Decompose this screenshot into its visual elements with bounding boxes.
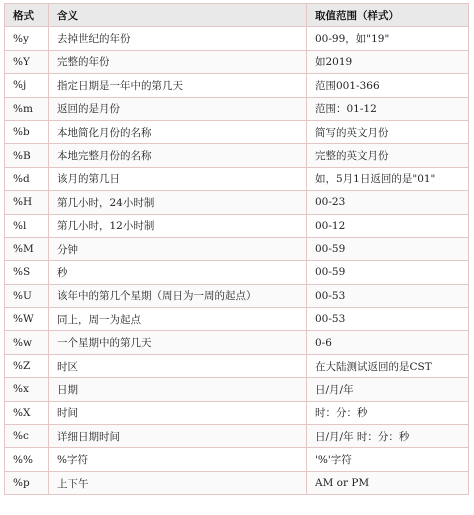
- values-cell: 在大陆测试返回的是CST: [307, 354, 469, 377]
- values-cell: 00-12: [307, 214, 469, 237]
- values-cell: 如，5月1日返回的是"01": [307, 167, 469, 190]
- meaning-cell: 分钟: [49, 237, 307, 260]
- table-row: [5, 214, 469, 237]
- format-cell: %S: [5, 261, 49, 284]
- meaning-cell: 日期: [49, 378, 307, 401]
- meaning-cell: 完整的年份: [49, 50, 307, 73]
- format-table-container: [4, 3, 468, 495]
- values-cell: 00-53: [307, 308, 469, 331]
- meaning-cell: 该月的第几日: [49, 167, 307, 190]
- format-cell: %H: [5, 191, 49, 214]
- values-cell: 范围001-366: [307, 74, 469, 97]
- meaning-cell: 本地简化月份的名称: [49, 120, 307, 143]
- format-cell: %W: [5, 308, 49, 331]
- meaning-cell: 本地完整月份的名称: [49, 144, 307, 167]
- meaning-cell: 第几小时，12小时制: [49, 214, 307, 237]
- table-row: [5, 74, 469, 97]
- meaning-cell: 同上，周一为起点: [49, 308, 307, 331]
- meaning-cell: 时间: [49, 401, 307, 424]
- table-row: [5, 27, 469, 50]
- date-format-table: [4, 3, 469, 495]
- values-cell: 范围：01-12: [307, 97, 469, 120]
- table-header: [5, 4, 469, 27]
- meaning-cell: 详细日期时间: [49, 425, 307, 448]
- values-cell: 完整的英文月份: [307, 144, 469, 167]
- values-cell: '%'字符: [307, 448, 469, 471]
- values-cell: 00-59: [307, 261, 469, 284]
- header-row: [5, 4, 469, 27]
- values-cell: 00-23: [307, 191, 469, 214]
- header-meaning: 含义: [49, 4, 307, 27]
- format-cell: %m: [5, 97, 49, 120]
- table-row: [5, 97, 469, 120]
- format-cell: %d: [5, 167, 49, 190]
- meaning-cell: 返回的是月份: [49, 97, 307, 120]
- table-row: [5, 331, 469, 354]
- format-cell: %M: [5, 237, 49, 260]
- meaning-cell: 指定日期是一年中的第几天: [49, 74, 307, 97]
- meaning-cell: 秒: [49, 261, 307, 284]
- meaning-cell: %字符: [49, 448, 307, 471]
- values-cell: 00-59: [307, 237, 469, 260]
- meaning-cell: 一个星期中的第几天: [49, 331, 307, 354]
- format-cell: %l: [5, 214, 49, 237]
- meaning-cell: 去掉世纪的年份: [49, 27, 307, 50]
- meaning-cell: 该年中的第几个星期（周日为一周的起点）: [49, 284, 307, 307]
- table-row: [5, 167, 469, 190]
- header-format: 格式: [5, 4, 49, 27]
- table-body: [5, 27, 469, 495]
- values-cell: 如2019: [307, 50, 469, 73]
- table-row: [5, 354, 469, 377]
- values-cell: 日/月/年 时：分：秒: [307, 425, 469, 448]
- table-row: [5, 120, 469, 143]
- table-row: [5, 308, 469, 331]
- format-cell: %Z: [5, 354, 49, 377]
- table-row: [5, 261, 469, 284]
- values-cell: 日/月/年: [307, 378, 469, 401]
- format-cell: %b: [5, 120, 49, 143]
- table-row: [5, 448, 469, 471]
- table-row: [5, 191, 469, 214]
- table-row: [5, 237, 469, 260]
- values-cell: 00-53: [307, 284, 469, 307]
- format-cell: %p: [5, 471, 49, 494]
- format-cell: %x: [5, 378, 49, 401]
- format-cell: %%: [5, 448, 49, 471]
- meaning-cell: 上下午: [49, 471, 307, 494]
- values-cell: 简写的英文月份: [307, 120, 469, 143]
- format-cell: %B: [5, 144, 49, 167]
- meaning-cell: 第几小时，24小时制: [49, 191, 307, 214]
- format-cell: %X: [5, 401, 49, 424]
- table-row: [5, 284, 469, 307]
- format-cell: %c: [5, 425, 49, 448]
- values-cell: 00-99，如"19": [307, 27, 469, 50]
- header-values: 取值范围（样式）: [307, 4, 469, 27]
- meaning-cell: 时区: [49, 354, 307, 377]
- table-row: [5, 425, 469, 448]
- values-cell: 时：分：秒: [307, 401, 469, 424]
- format-cell: %Y: [5, 50, 49, 73]
- table-row: [5, 471, 469, 494]
- format-cell: %w: [5, 331, 49, 354]
- table-row: [5, 144, 469, 167]
- format-cell: %U: [5, 284, 49, 307]
- format-cell: %j: [5, 74, 49, 97]
- table-row: [5, 50, 469, 73]
- table-row: [5, 401, 469, 424]
- values-cell: AM or PM: [307, 471, 469, 494]
- values-cell: 0-6: [307, 331, 469, 354]
- format-cell: %y: [5, 27, 49, 50]
- table-row: [5, 378, 469, 401]
